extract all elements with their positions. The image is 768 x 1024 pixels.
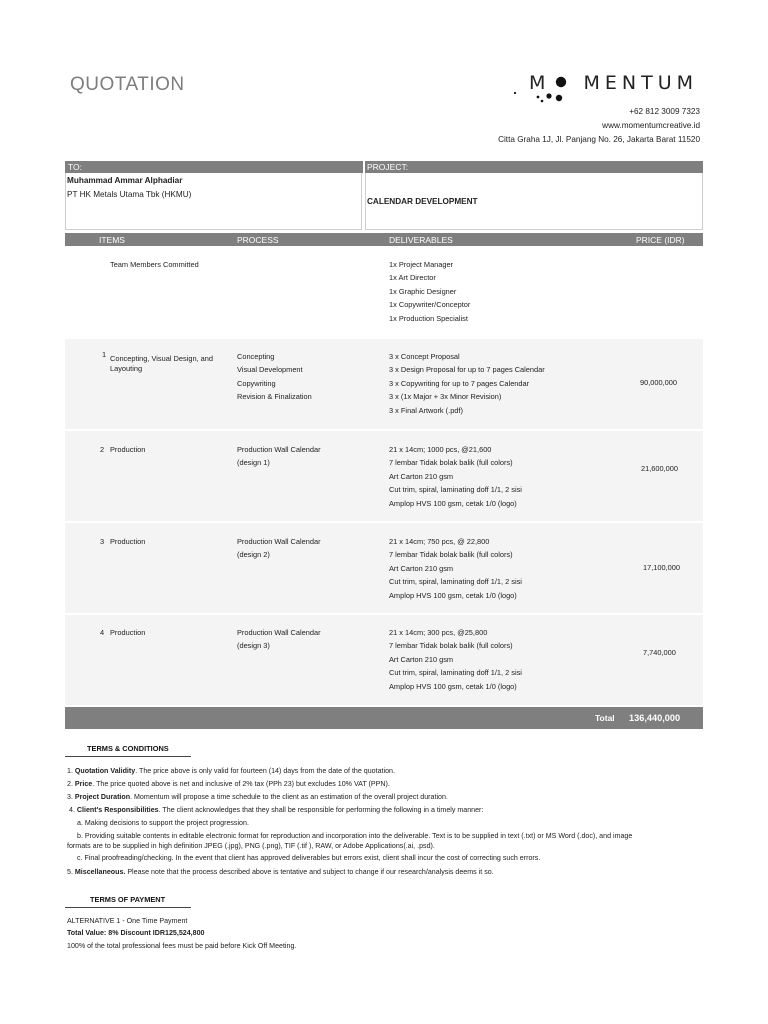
list-item: 3 x Design Proposal for up to 7 pages Calendar — [389, 365, 545, 375]
list-item: Cut trim, spiral, laminating doff 1/1, 2 sisi — [389, 668, 522, 678]
project-name: CALENDAR DEVELOPMENT — [367, 197, 478, 206]
row4-number: 4 — [100, 628, 105, 637]
payment-divider — [65, 907, 191, 908]
table-row — [65, 339, 703, 429]
row3-price: 17,100,000 — [643, 563, 680, 572]
contact-phone: +62 812 3009 7323 — [629, 107, 700, 116]
row1-item: Concepting, Visual Design, and Layouting — [110, 354, 213, 373]
list-item: 3 x Concept Proposal — [389, 352, 460, 361]
to-label: TO: — [68, 162, 83, 172]
row1-price: 90,000,000 — [640, 378, 677, 387]
info-header-bar — [65, 161, 703, 173]
list-item: 1x Graphic Designer — [389, 286, 457, 296]
term-5: 5. Miscellaneous. Please note that the process described above is tentative and subject to change if our research/analysis deems it so. — [67, 868, 494, 876]
list-item: 21 x 14cm; 300 pcs, @25,800 — [389, 628, 488, 637]
client-company: PT HK Metals Utama Tbk (HKMU) — [67, 190, 192, 199]
list-item: 3 x Final Artwork (.pdf) — [389, 405, 463, 415]
list-item: Concepting — [237, 352, 275, 361]
list-item: Copywriting — [237, 378, 276, 388]
list-item: Art Carton 210 gsm — [389, 471, 454, 481]
row2-price: 21,600,000 — [641, 464, 678, 473]
team-deliverables — [389, 258, 470, 325]
list-item: Art Carton 210 gsm — [389, 563, 454, 573]
term-4c: c. Final proofreading/checking. In the event that client has approved deliverables but errors exist, client shall incur the cost of correcting such errors. — [77, 854, 541, 862]
term-3: 3. Project Duration. Momentum will propose a time schedule to the client as an estimation of the overall project duration. — [67, 793, 448, 801]
term-3-label: Project Duration — [74, 793, 131, 801]
terms-divider — [65, 756, 191, 757]
list-item: Production Wall Calendar — [237, 628, 321, 637]
list-item: Production Wall Calendar — [237, 445, 321, 454]
list-item: 1x Art Director — [389, 273, 436, 283]
total-value: 136,440,000 — [629, 713, 681, 723]
list-item: Amplop HVS 100 gsm, cetak 1/0 (logo) — [389, 498, 517, 508]
row4-item: Production — [110, 628, 146, 637]
table-row — [65, 431, 703, 521]
term-1-text: . The price above is only valid for fourteen (14) days from the date of the quotation. — [135, 767, 395, 775]
terms-heading: TERMS & CONDITIONS — [87, 744, 169, 753]
row2-number: 2 — [100, 445, 105, 454]
payment-note: 100% of the total professional fees must be paid before Kick Off Meeting. — [67, 942, 297, 950]
row3-number: 3 — [100, 537, 105, 546]
list-item: (design 1) — [237, 458, 270, 468]
term-1: 1. Quotation Validity. The price above is only valid for fourteen (14) days from the date of the quotation. — [67, 767, 395, 775]
term-5-label: Miscellaneous. — [74, 868, 126, 876]
payment-heading: TERMS OF PAYMENT — [90, 895, 166, 904]
col-price: PRICE (IDR) — [636, 235, 685, 245]
term-3-text: . Momentum will propose a time schedule to the client as an estimation of the overall project duration. — [130, 793, 448, 801]
list-item: Amplop HVS 100 gsm, cetak 1/0 (logo) — [389, 681, 517, 691]
list-item: (design 2) — [237, 550, 270, 560]
list-item: 7 lembar Tidak bolak balik (full colors) — [389, 641, 513, 651]
payment-total: Total Value: 8% Discount IDR125,524,800 — [67, 929, 205, 937]
project-label: PROJECT: — [367, 162, 409, 172]
list-item: 21 x 14cm; 1000 pcs, @21,600 — [389, 445, 492, 454]
list-item: 7 lembar Tidak bolak balik (full colors) — [389, 458, 513, 468]
term-4a: a. Making decisions to support the project progression. — [77, 819, 249, 827]
term-5-text: Please note that the process described above is tentative and subject to change if our research/analysis deems it so. — [125, 868, 494, 876]
list-item: 1x Copywriter/Conceptor — [389, 300, 471, 310]
list-item: 7 lembar Tidak bolak balik (full colors) — [389, 550, 513, 560]
term-4b-line2: formats are to be supplied in high definition JPEG (.jpg), PNG (.png), TIF (.tif ), RAW, or Adobe Applications(.ai, .psd). — [67, 842, 435, 850]
list-item: 3 x (1x Major + 3x Minor Revision) — [389, 392, 502, 402]
table-header-bar — [65, 233, 703, 246]
logo-wordmark: M MENTUM — [529, 72, 699, 94]
total-bar — [65, 707, 703, 729]
row2-process — [237, 443, 321, 470]
col-items: ITEMS — [99, 235, 125, 245]
row1-deliverables — [389, 350, 545, 417]
row2-deliverables — [389, 443, 522, 510]
list-item: 21 x 14cm; 750 pcs, @ 22,800 — [389, 537, 490, 546]
term-2-text: . The price quoted above is net and inclusive of 2% tax (PPh 23) but excludes 10% VAT (PPN). — [92, 780, 390, 788]
term-1-label: Quotation Validity — [74, 767, 136, 775]
payment-alternative: ALTERNATIVE 1 - One Time Payment — [67, 917, 188, 925]
term-4-text: . The client acknowledges that they shall be responsible for performing the following in a timely manner: — [158, 806, 484, 814]
client-name: Muhammad Ammar Alphadiar — [67, 176, 183, 185]
row4-deliverables — [389, 626, 522, 693]
total-label: Total — [595, 713, 615, 723]
contact-address: Citta Graha 1J, Jl. Panjang No. 26, Jakarta Barat 11520 — [498, 135, 700, 144]
row4-process — [237, 626, 321, 653]
list-item: 1x Project Manager — [389, 260, 454, 269]
row1-process — [237, 350, 312, 404]
contact-website: www.momentumcreative.id — [602, 121, 700, 130]
row3-deliverables — [389, 535, 522, 602]
term-2: 2. Price. The price quoted above is net and inclusive of 2% tax (PPh 23) but excludes 10% VAT (PPN). — [67, 780, 390, 788]
term-4-label: Client's Responsibilities — [76, 806, 159, 814]
row3-item: Production — [110, 537, 146, 546]
row2-item: Production — [110, 445, 146, 454]
term-4: 4. Client's Responsibilities. The client acknowledges that they shall be responsible for performing the following in a timely manner: — [69, 806, 484, 814]
list-item: Art Carton 210 gsm — [389, 654, 454, 664]
row3-process — [237, 535, 321, 562]
table-row — [65, 615, 703, 705]
list-item: Cut trim, spiral, laminating doff 1/1, 2 sisi — [389, 577, 522, 587]
list-item: Cut trim, spiral, laminating doff 1/1, 2 sisi — [389, 485, 522, 495]
list-item: Amplop HVS 100 gsm, cetak 1/0 (logo) — [389, 590, 517, 600]
list-item: 1x Production Specialist — [389, 313, 468, 323]
team-label: Team Members Committed — [110, 260, 199, 269]
list-item: Production Wall Calendar — [237, 537, 321, 546]
document-title: QUOTATION — [70, 74, 185, 95]
row4-price: 7,740,000 — [643, 648, 676, 657]
table-row — [65, 523, 703, 613]
list-item: Revision & Finalization — [237, 392, 312, 402]
term-2-label: Price — [74, 780, 93, 788]
list-item: (design 3) — [237, 641, 270, 651]
list-item: Visual Development — [237, 365, 303, 375]
row1-number: 1 — [102, 350, 107, 359]
col-deliverables: DELIVERABLES — [389, 235, 453, 245]
list-item: 3 x Copywriting for up to 7 pages Calendar — [389, 378, 530, 388]
col-process: PROCESS — [237, 235, 279, 245]
momentum-logo — [512, 70, 704, 106]
term-4b-line1: b. Providing suitable contents in editable electronic format for reproduction and incorporation into the deliverable. Text is to be supplied in text (.txt) or MS Word (.doc), and image — [77, 832, 633, 840]
